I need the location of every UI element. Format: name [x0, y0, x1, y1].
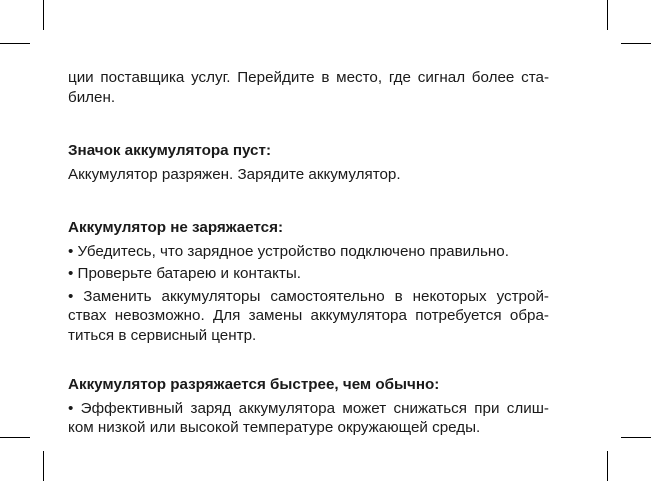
section-text-battery-empty: Аккумулятор разряжен. Зарядите аккумулятор. — [68, 165, 401, 183]
bullet-replace-line-3: титься в сервисный центр. — [68, 326, 257, 344]
section-heading-fast-discharge: Аккумулятор разряжается быстрее, чем обычно: — [68, 376, 440, 393]
bullet-replace-battery — [68, 287, 549, 346]
crop-mark-bottom-left-horizontal — [0, 437, 30, 438]
section-heading-not-charging: Аккумулятор не заряжается: — [68, 219, 284, 236]
crop-mark-top-left-horizontal — [0, 43, 30, 44]
bullet-temperature-line-1: • Эффективный заряд аккумулятора может снижаться при слиш- — [68, 399, 549, 417]
bullet-temperature — [68, 399, 549, 438]
intro-paragraph — [68, 68, 549, 107]
crop-mark-bottom-right-horizontal — [621, 437, 651, 438]
crop-mark-top-right-vertical — [607, 0, 608, 30]
intro-line-2: билен. — [68, 88, 116, 106]
bullet-replace-line-1: • Заменить аккумуляторы самостоятельно в некоторых устрой- — [68, 287, 549, 305]
bullet-check-charger: • Убедитесь, что зарядное устройство подключено правильно. — [68, 242, 509, 260]
bullet-replace-line-2: ствах невозможно. Для замены аккумулятора потребуется обра- — [68, 307, 549, 324]
intro-line-1: ции поставщика услуг. Перейдите в место, где сигнал более ста- — [68, 69, 549, 86]
crop-mark-bottom-left-vertical — [43, 451, 44, 481]
section-heading-battery-empty: Значок аккумулятора пуст: — [68, 142, 271, 159]
bullet-check-battery: • Проверьте батарею и контакты. — [68, 265, 302, 282]
document-body — [68, 68, 549, 438]
crop-mark-bottom-right-vertical — [607, 451, 608, 481]
bullet-temperature-line-2: ком низкой или высокой температуре окружающей среды. — [68, 419, 481, 436]
crop-mark-top-left-vertical — [43, 0, 44, 30]
crop-mark-top-right-horizontal — [621, 43, 651, 44]
